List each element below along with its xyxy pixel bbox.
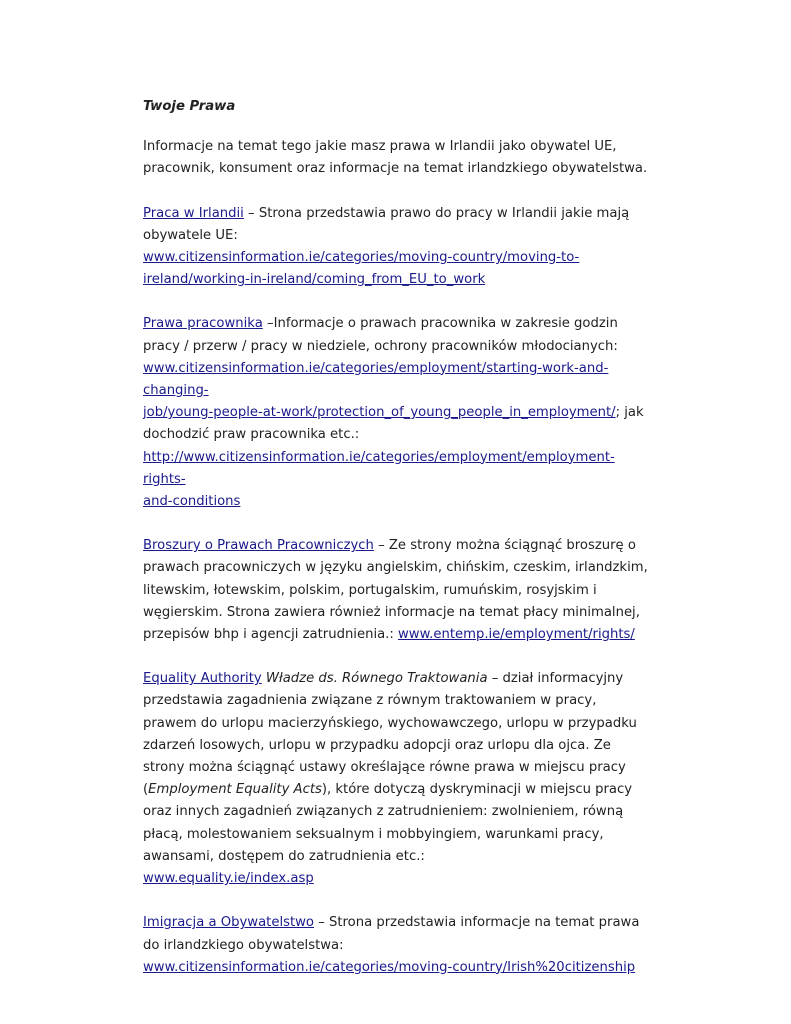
section-immigration (143, 912, 653, 979)
equality-authority-polish-name: Władze ds. Równego Traktowania (265, 671, 488, 687)
worker-rights-url-1-line-1[interactable]: www.citizensinformation.ie/categories/employment/starting-work-and-changing- (143, 360, 609, 399)
immigration-url[interactable]: www.citizensinformation.ie/categories/moving-country/Irish%20citizenship (143, 959, 636, 975)
document-page (143, 96, 653, 1001)
intro-line-2: pracownik, konsument oraz informacje na temat irlandzkiego obywatelstwa. (143, 161, 648, 177)
equality-authority-text-1: – dział informacyjny przedstawia zagadnienia związane z równym traktowaniem w pracy, prawem do urlopu macierzyńskiego, wychowawczego, urlopu w przypadku zdarzeń losowych, urlopu w przypadku adopcji oraz urlopu dla ojca. Ze strony można ściągnąć ustawy określające równe prawa w miejscu pracy ( (143, 671, 637, 798)
work-in-ireland-link[interactable]: Praca w Irlandii (143, 205, 244, 221)
brochures-text: – Ze strony można ściągnąć broszurę o prawach pracowniczych w języku angielskim, chińskim, czeskim, irlandzkim, litewskim, łotewskim, polskim, portugalskim, rumuńskim, rosyjskim i węgierskim. Strona zawiera również informacje na temat płacy minimalnej, przepisów bhp i agencji zatrudnienia.: (143, 538, 648, 643)
worker-rights-text-2: ; jak dochodzić praw pracownika etc.: (143, 405, 644, 443)
section-equality-authority (143, 668, 653, 890)
section-brochures (143, 535, 653, 646)
brochures-link[interactable]: Broszury o Prawach Pracowniczych (143, 538, 374, 554)
immigration-text: – Strona przedstawia informacje na temat prawa do irlandzkiego obywatelstwa: (143, 915, 640, 953)
intro-line-1: Informacje na temat tego jakie masz prawa w Irlandii jako obywatel UE, (143, 139, 617, 155)
work-in-ireland-url-line-1[interactable]: www.citizensinformation.ie/categories/moving-country/moving-to- (143, 250, 580, 266)
section-work-in-ireland (143, 203, 653, 292)
section-worker-rights (143, 313, 653, 513)
worker-rights-link[interactable]: Prawa pracownika (143, 316, 263, 332)
equality-authority-url[interactable]: www.equality.ie/index.asp (143, 871, 314, 887)
work-in-ireland-text: – Strona przedstawia prawo do pracy w Irlandii jakie mają obywatele UE: (143, 205, 630, 243)
intro-paragraph (143, 136, 653, 180)
worker-rights-text: –Informacje o prawach pracownika w zakresie godzin pracy / przerw / pracy w niedziele, ochrony pracowników młodocianych: (143, 316, 618, 354)
worker-rights-url-1-line-2[interactable]: job/young-people-at-work/protection_of_young_people_in_employment/ (143, 405, 616, 421)
worker-rights-url-2-line-1[interactable]: http://www.citizensinformation.ie/categories/employment/employment-rights- (143, 449, 615, 487)
immigration-link[interactable]: Imigracja a Obywatelstwo (143, 915, 314, 931)
work-in-ireland-url-line-2[interactable]: ireland/working-in-ireland/coming_from_EU_to_work (143, 272, 486, 288)
equality-authority-text-2: ), które dotyczą dyskryminacji w miejscu pracy oraz innych zagadnień związanych z zatrudnieniem: zwolnieniem, równą płacą, molestowaniem seksualnym i mobbyingiem, warunkami pracy, awansami, dostępem do zatrudnienia etc.: (143, 782, 633, 864)
brochures-url[interactable]: www.entemp.ie/employment/rights/ (398, 627, 635, 643)
equality-authority-link[interactable]: Equality Authority (143, 671, 262, 687)
employment-equality-acts: Employment Equality Acts (148, 782, 322, 798)
worker-rights-url-2-line-2[interactable]: and-conditions (143, 494, 241, 510)
page-title: Twoje Prawa (143, 99, 236, 114)
